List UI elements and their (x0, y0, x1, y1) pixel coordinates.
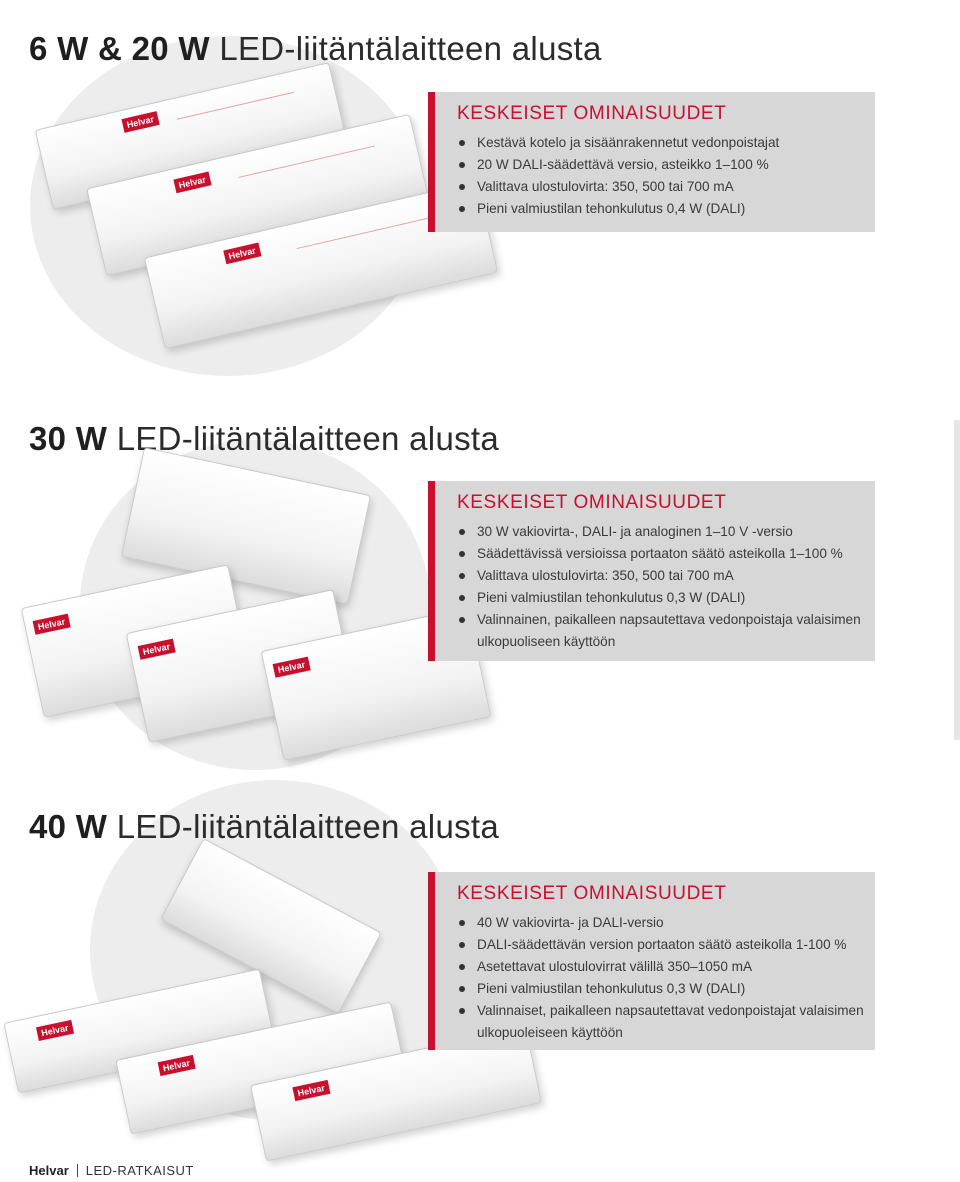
feature-item: Valinnainen, paikalleen napsautettava vedonpoistaja valaisimen ulkopuoliseen käyttöön (457, 609, 867, 653)
feature-item: DALI-säädettävän version portaaton säätö asteikolla 1-100 % (457, 934, 875, 956)
features-panel (428, 872, 875, 1050)
footer-brand: Helvar (29, 1163, 69, 1178)
section-title: 30 W LED-liitäntälaitteen alusta (29, 420, 500, 457)
driver-device: Helvar (261, 607, 492, 761)
feature-item: Pieni valmiustilan tehonkulutus 0,3 W (DALI) (457, 978, 875, 1000)
section-title: 6 W & 20 W LED-liitäntälaitteen alusta (29, 30, 602, 67)
features-heading: KESKEISET OMINAISUUDET (457, 492, 727, 513)
features-heading: KESKEISET OMINAISUUDET (457, 103, 727, 124)
feature-item: 40 W vakiovirta- ja DALI-versio (457, 912, 875, 934)
feature-item: Kestävä kotelo ja sisäänrakennetut vedonpoistajat (457, 132, 875, 154)
feature-item: Valinnaiset, paikalleen napsautettavat vedonpoistajat valaisimen ulkopuoleiseen käyttöön (457, 1000, 867, 1044)
driver-device: Helvar (144, 181, 498, 350)
feature-item: Asetettavat ulostulovirrat välillä 350–1050 mA (457, 956, 875, 978)
driver-device: Helvar (21, 564, 252, 718)
feature-item: Pieni valmiustilan tehonkulutus 0,3 W (DALI) (457, 587, 875, 609)
driver-device: Helvar (3, 969, 274, 1094)
features-heading: KESKEISET OMINAISUUDET (457, 883, 727, 904)
footer-divider (77, 1164, 78, 1177)
driver-device: Helvar (86, 114, 430, 276)
features-list (457, 912, 875, 1044)
feature-item: 30 W vakiovirta-, DALI- ja analoginen 1–10 V -versio (457, 521, 875, 543)
feature-item: 20 W DALI-säädettävä versio, asteikko 1–100 % (457, 154, 875, 176)
feature-item: Säädettävissä versioissa portaaton säätö asteikolla 1–100 % (457, 543, 875, 565)
feature-item: Valittava ulostulovirta: 350, 500 tai 700 mA (457, 176, 875, 198)
feature-item: Pieni valmiustilan tehonkulutus 0,4 W (DALI) (457, 198, 875, 220)
driver-device: Helvar (35, 62, 348, 210)
driver-device: Helvar (126, 589, 357, 743)
page-footer (29, 1163, 194, 1178)
footer-section-name: LED-RATKAISUT (85, 1163, 194, 1178)
feature-item: Valittava ulostulovirta: 350, 500 tai 700 mA (457, 565, 875, 587)
driver-device: Helvar (250, 1027, 542, 1162)
driver-device: Helvar (115, 1002, 407, 1135)
section-title: 40 W LED-liitäntälaitteen alusta (29, 808, 500, 845)
